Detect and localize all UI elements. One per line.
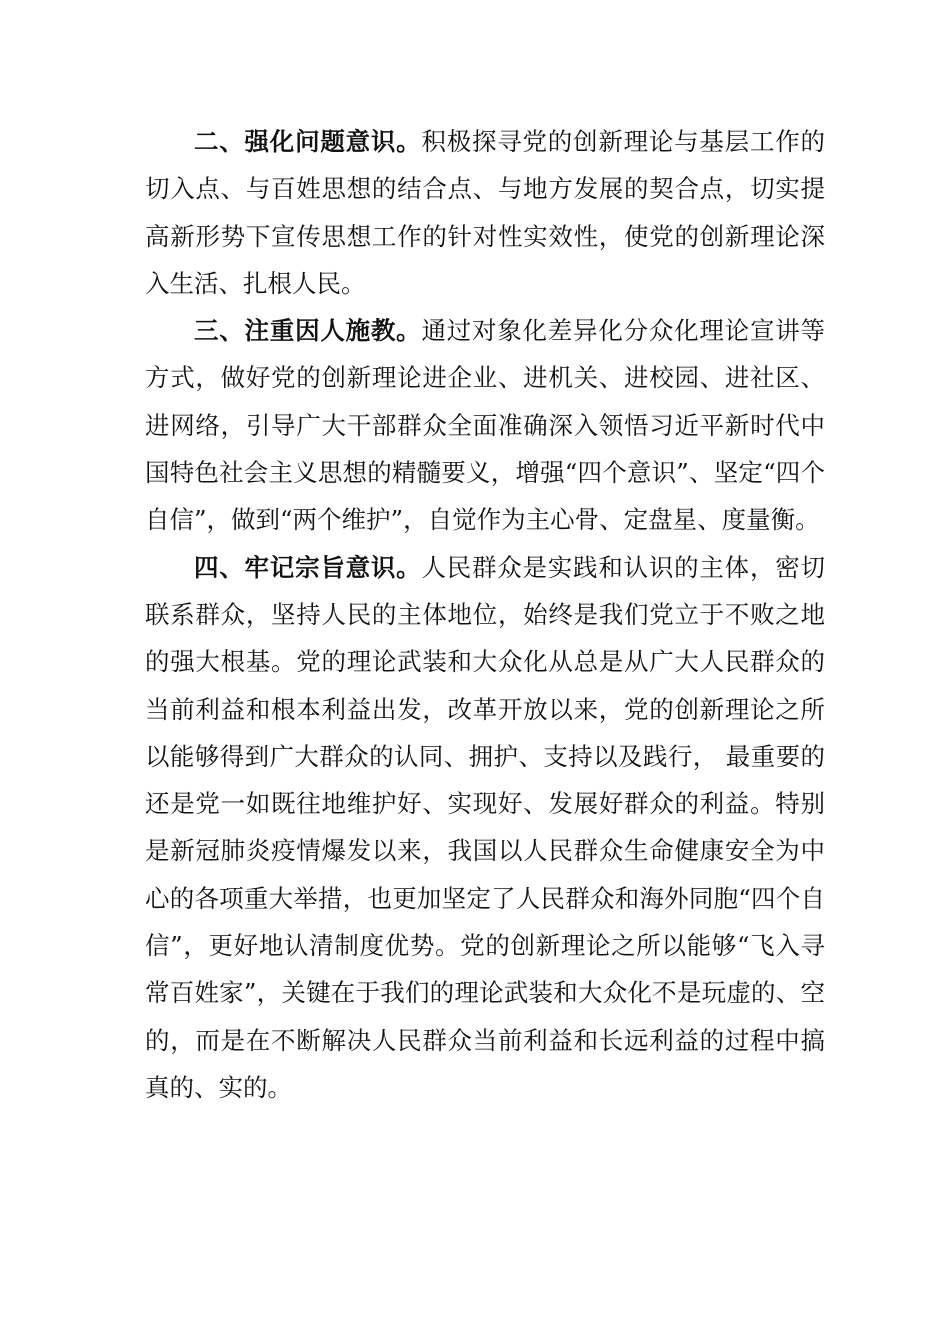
paragraph-heading: 二、强化问题意识。 xyxy=(194,127,422,156)
paragraph-text: 人民群众是实践和认识的主体，密切联系群众，坚持人民的主体地位，始终是我们党立于不败之地的强大根基。党的理论武装和大众化从总是从广大人民群众的当前利益和根本利益出发，改革开放以来，党的创新理论之所以能够得到广大群众的认同、拥护、支持以及践行， 最重要的还是党一如既往地维护好、实现好、发展好群众的利益。特别是新冠肺炎疫情爆发以来，我国以人民群众生命健康安全为中心的各项重大举措，也更加坚定了人民群众和海外同胞“四个自信”，更好地认清制度优势。党的创新理论之所以能够“飞入寻常百姓家”，关键在于我们的理论武装和大众化不是玩虚的、空的，而是在不断解决人民群众当前利益和长远利益的过程中搞真的、实的。 xyxy=(145,552,825,1102)
document-body xyxy=(145,118,825,1111)
paragraph-2 xyxy=(145,118,825,307)
paragraph-heading: 三、注重因人施教。 xyxy=(194,316,422,346)
paragraph-3 xyxy=(145,307,825,543)
paragraph-text: 通过对象化差异化分众化理论宣讲等方式，做好党的创新理论进企业、进机关、进校园、进社区、进网络，引导广大干部群众全面准确深入领悟习近平新时代中国特色社会主义思想的精髓要义，增强“四个意识”、坚定“四个自信”，做到“两个维护”，自觉作为主心骨、定盘星、度量衡。 xyxy=(145,316,825,535)
paragraph-4 xyxy=(145,544,825,1112)
paragraph-heading: 四、牢记宗旨意识。 xyxy=(194,552,422,582)
paragraph-text: 积极探寻党的创新理论与基层工作的切入点、与百姓思想的结合点、与地方发展的契合点，切实提高新形势下宣传思想工作的针对性实效性，使党的创新理论深入生活、扎根人民。 xyxy=(145,127,825,298)
